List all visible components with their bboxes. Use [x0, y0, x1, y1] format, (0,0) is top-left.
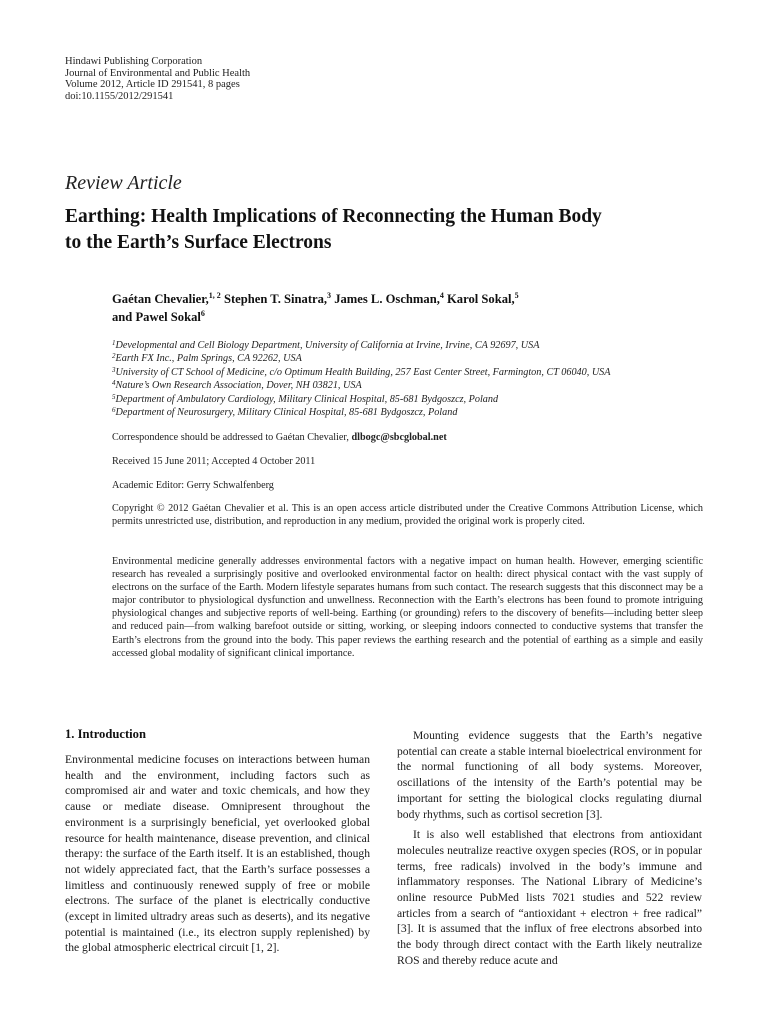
- doi: doi:10.1155/2012/291541: [65, 90, 174, 102]
- academic-editor: Academic Editor: Gerry Schwalfenberg: [112, 480, 274, 491]
- body-paragraph: It is also well established that electrons from antioxidant molecules neutralize reactive oxygen species (ROS, or in popular terms, free radicals) involved in the body’s immune and inflammatory responses. The National Library of Medicine’s online resource PubMed lists 7021 studies and 522 review articles from a search of “antioxidant + electron + free radical” [3]. It is assumed that the influx of free electrons absorbed into the body through direct contact with the Earth likely neutralize ROS and thereby reduce acute and: [397, 828, 702, 967]
- affiliation-list: [112, 339, 712, 419]
- publisher-name: Hindawi Publishing Corporation: [65, 56, 203, 67]
- section-heading-introduction: 1. Introduction: [65, 727, 146, 741]
- journal-name: Journal of Environmental and Public Health: [65, 67, 251, 79]
- received-accepted-dates: Received 15 June 2011; Accepted 4 October 2011: [112, 456, 316, 467]
- affiliation: $^1$Developmental and Cell Biology Department, University of California at Irvine, Irvine, CA 92697, USA: [112, 339, 540, 351]
- article-type: Review Article: [65, 172, 182, 194]
- author: Karol Sokal,$^5$: [447, 291, 519, 306]
- affiliation: $^6$Department of Neurosurgery, Military Clinical Hospital, 85-681 Bydgoszcz, Poland: [112, 406, 458, 419]
- body-paragraph: Mounting evidence suggests that the Earth’s negative potential can create a stable internal bioelectrical environment for the normal functioning of all body systems. Moreover, oscillations of the intensity of the Earth’s potential may be important for setting the biological clocks regulating diurnal body rhythms, such as cortisol secretion [3].: [397, 729, 702, 821]
- author: and Pawel Sokal$^6$: [112, 309, 205, 324]
- volume-info: Volume 2012, Article ID 291541, 8 pages: [65, 79, 240, 91]
- affiliation: $^5$Department of Ambulatory Cardiology, Military Clinical Hospital, 85-681 Bydgoszcz, Poland: [112, 392, 499, 405]
- author: Stephen T. Sinatra,$^3$: [223, 291, 332, 306]
- author: Gaétan Chevalier,$^{1, 2}$: [112, 291, 221, 306]
- affiliation: $^4$Nature’s Own Research Association, Dover, NH 03821, USA: [112, 379, 362, 392]
- affiliation: $^3$University of CT School of Medicine, c/o Optimum Health Building, 257 East Center Street, Farmington, CT 06040, USA: [112, 365, 611, 378]
- correspondence-email[interactable]: dlbogc@sbcglobal.net: [351, 432, 447, 443]
- paper-title: [65, 204, 715, 256]
- title-line-2: to the Earth’s Surface Electrons: [65, 232, 332, 253]
- copyright-notice: Copyright © 2012 Gaétan Chevalier et al. This is an open access article distributed under the Creative Commons Attribution License, which permits unrestricted use, distribution, and reproduction in any medium, provided the original work is properly cited.: [112, 503, 703, 528]
- journal-masthead: [65, 56, 250, 102]
- abstract: Environmental medicine generally addresses environmental factors with a negative impact on human health. However, emerging scientific research has revealed a surprisingly positive and overlooked environmental factor on health: direct physical contact with the vast supply of electrons on the surface of the Earth. Modern lifestyle separates humans from such contact. The research suggests that this disconnect may be a major contributor to physiological dysfunction and unwellness. Reconnection with the Earth’s electrons has been found to promote intriguing physiological changes and subjective reports of well-being. Earthing (or grounding) refers to the discovery of benefits—including better sleep and reduced pain—from walking barefoot outside or sitting, working, or sleeping indoors connected to conductive systems that transfer the Earth’s electrons from the ground into the body. This paper reviews the earthing research and the potential of earthing as a simple and easily accessed global modality of significant clinical importance.: [112, 556, 703, 659]
- correspondence: Correspondence should be addressed to Gaétan Chevalier, dlbogc@sbcglobal.net: [112, 432, 447, 443]
- author: James L. Oschman,$^4$: [334, 291, 444, 306]
- body-column-left: [65, 726, 370, 956]
- body-column-right: [397, 728, 702, 969]
- title-line-1: Earthing: Health Implications of Reconnecting the Human Body: [65, 206, 602, 227]
- author-list: [112, 290, 672, 326]
- affiliation: $^2$Earth FX Inc., Palm Springs, CA 92262, USA: [112, 352, 302, 365]
- body-paragraph: Environmental medicine focuses on interactions between human health and the environment, including factors such as compromised air and water and toxic chemicals, and how they cause or mediate disease. Omnipresent throughout the environment is a surprisingly beneficial, yet overlooked global resource for health maintenance, disease prevention, and clinical therapy: the surface of the Earth itself. It is an established, though not widely appreciated fact, that the Earth’s surface possesses a limitless and continuously renewed supply of free or mobile electrons. The surface of the planet is electrically conductive (except in limited ultradry areas such as deserts), and its negative potential is maintained (i.e., its electron supply replenished) by the global atmospheric electrical circuit [1, 2].: [65, 753, 370, 955]
